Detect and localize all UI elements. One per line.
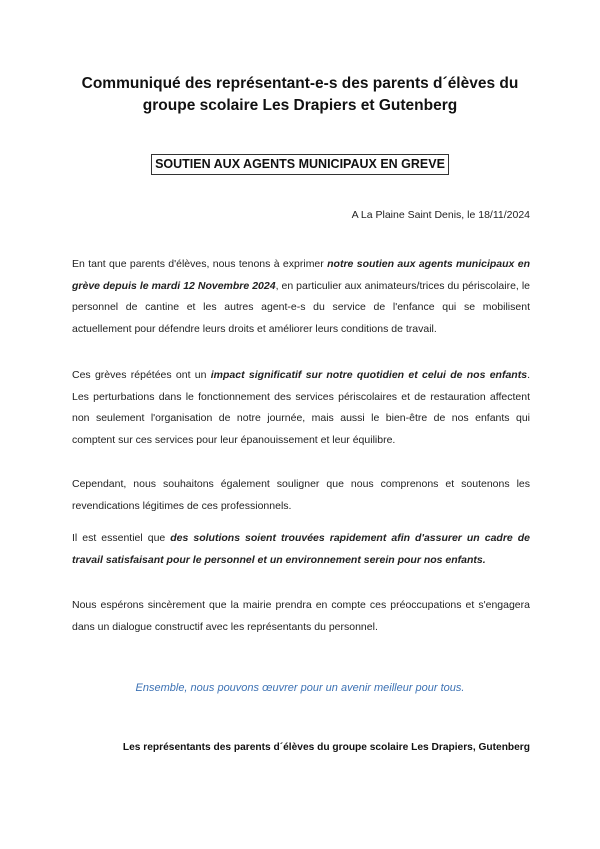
paragraph-2 [72, 365, 530, 451]
paragraph-3-text: Cependant, nous souhaitons également souligner que nous comprenons et soutenons les revendications légitimes de ces professionnels. [72, 478, 530, 512]
paragraph-2-text-end: . Les perturbations dans le fonctionnement des services périscolaires et de restauration affectent non seulement l'organisation de notre journée, mais aussi le bien-être de nos enfants qui comptent sur ces services pour leur épanouissement et leur équilibre. [72, 369, 530, 446]
paragraph-5 [72, 595, 530, 638]
paragraph-1 [72, 254, 530, 340]
date-line: A La Plaine Saint Denis, le 18/11/2024 [351, 209, 530, 221]
subtitle-boxed: SOUTIEN AUX AGENTS MUNICIPAUX EN GREVE [151, 154, 449, 175]
paragraph-4-emphasis: des solutions soient trouvées rapidement afin d'assurer un cadre de travail satisfaisant pour le personnel et un environnement serein pour nos enfants. [72, 532, 531, 566]
paragraph-1-text: En tant que parents d'élèves, nous tenons à exprimer [72, 258, 328, 270]
title-line-2: groupe scolaire Les Drapiers et Gutenberg [142, 97, 458, 114]
title-line-1: Communiqué des représentant-e-s des parents d´élèves du [81, 75, 519, 92]
closing-statement: Ensemble, nous pouvons œuvrer pour un avenir meilleur pour tous. [135, 682, 465, 694]
paragraph-1-text-end: , en particulier aux animateurs/trices du périscolaire, le personnel de cantine et les autres agent-e-s du service de l'enfance qui se mobilisent actuellement pour défendre leurs droits et améliorer leurs conditions de travail. [72, 279, 530, 335]
paragraph-3 [72, 474, 530, 517]
paragraph-1-emphasis: notre soutien aux agents municipaux en grève depuis le mardi 12 Novembre 2024 [72, 258, 530, 292]
subtitle-container [0, 154, 600, 175]
paragraph-4 [72, 528, 530, 571]
paragraph-5-text: Nous espérons sincèrement que la mairie prendra en compte ces préoccupations et s'engagera dans un dialogue constructif avec les représentants du personnel. [72, 599, 530, 633]
paragraph-2-text: Ces grèves répétées ont un [72, 369, 211, 381]
page-title [60, 73, 540, 117]
paragraph-4-text: Il est essentiel que [72, 532, 171, 544]
paragraph-2-emphasis: impact significatif sur notre quotidien et celui de nos enfants [210, 369, 528, 381]
signature: Les représentants des parents d´élèves du groupe scolaire Les Drapiers, Gutenberg [122, 742, 530, 753]
